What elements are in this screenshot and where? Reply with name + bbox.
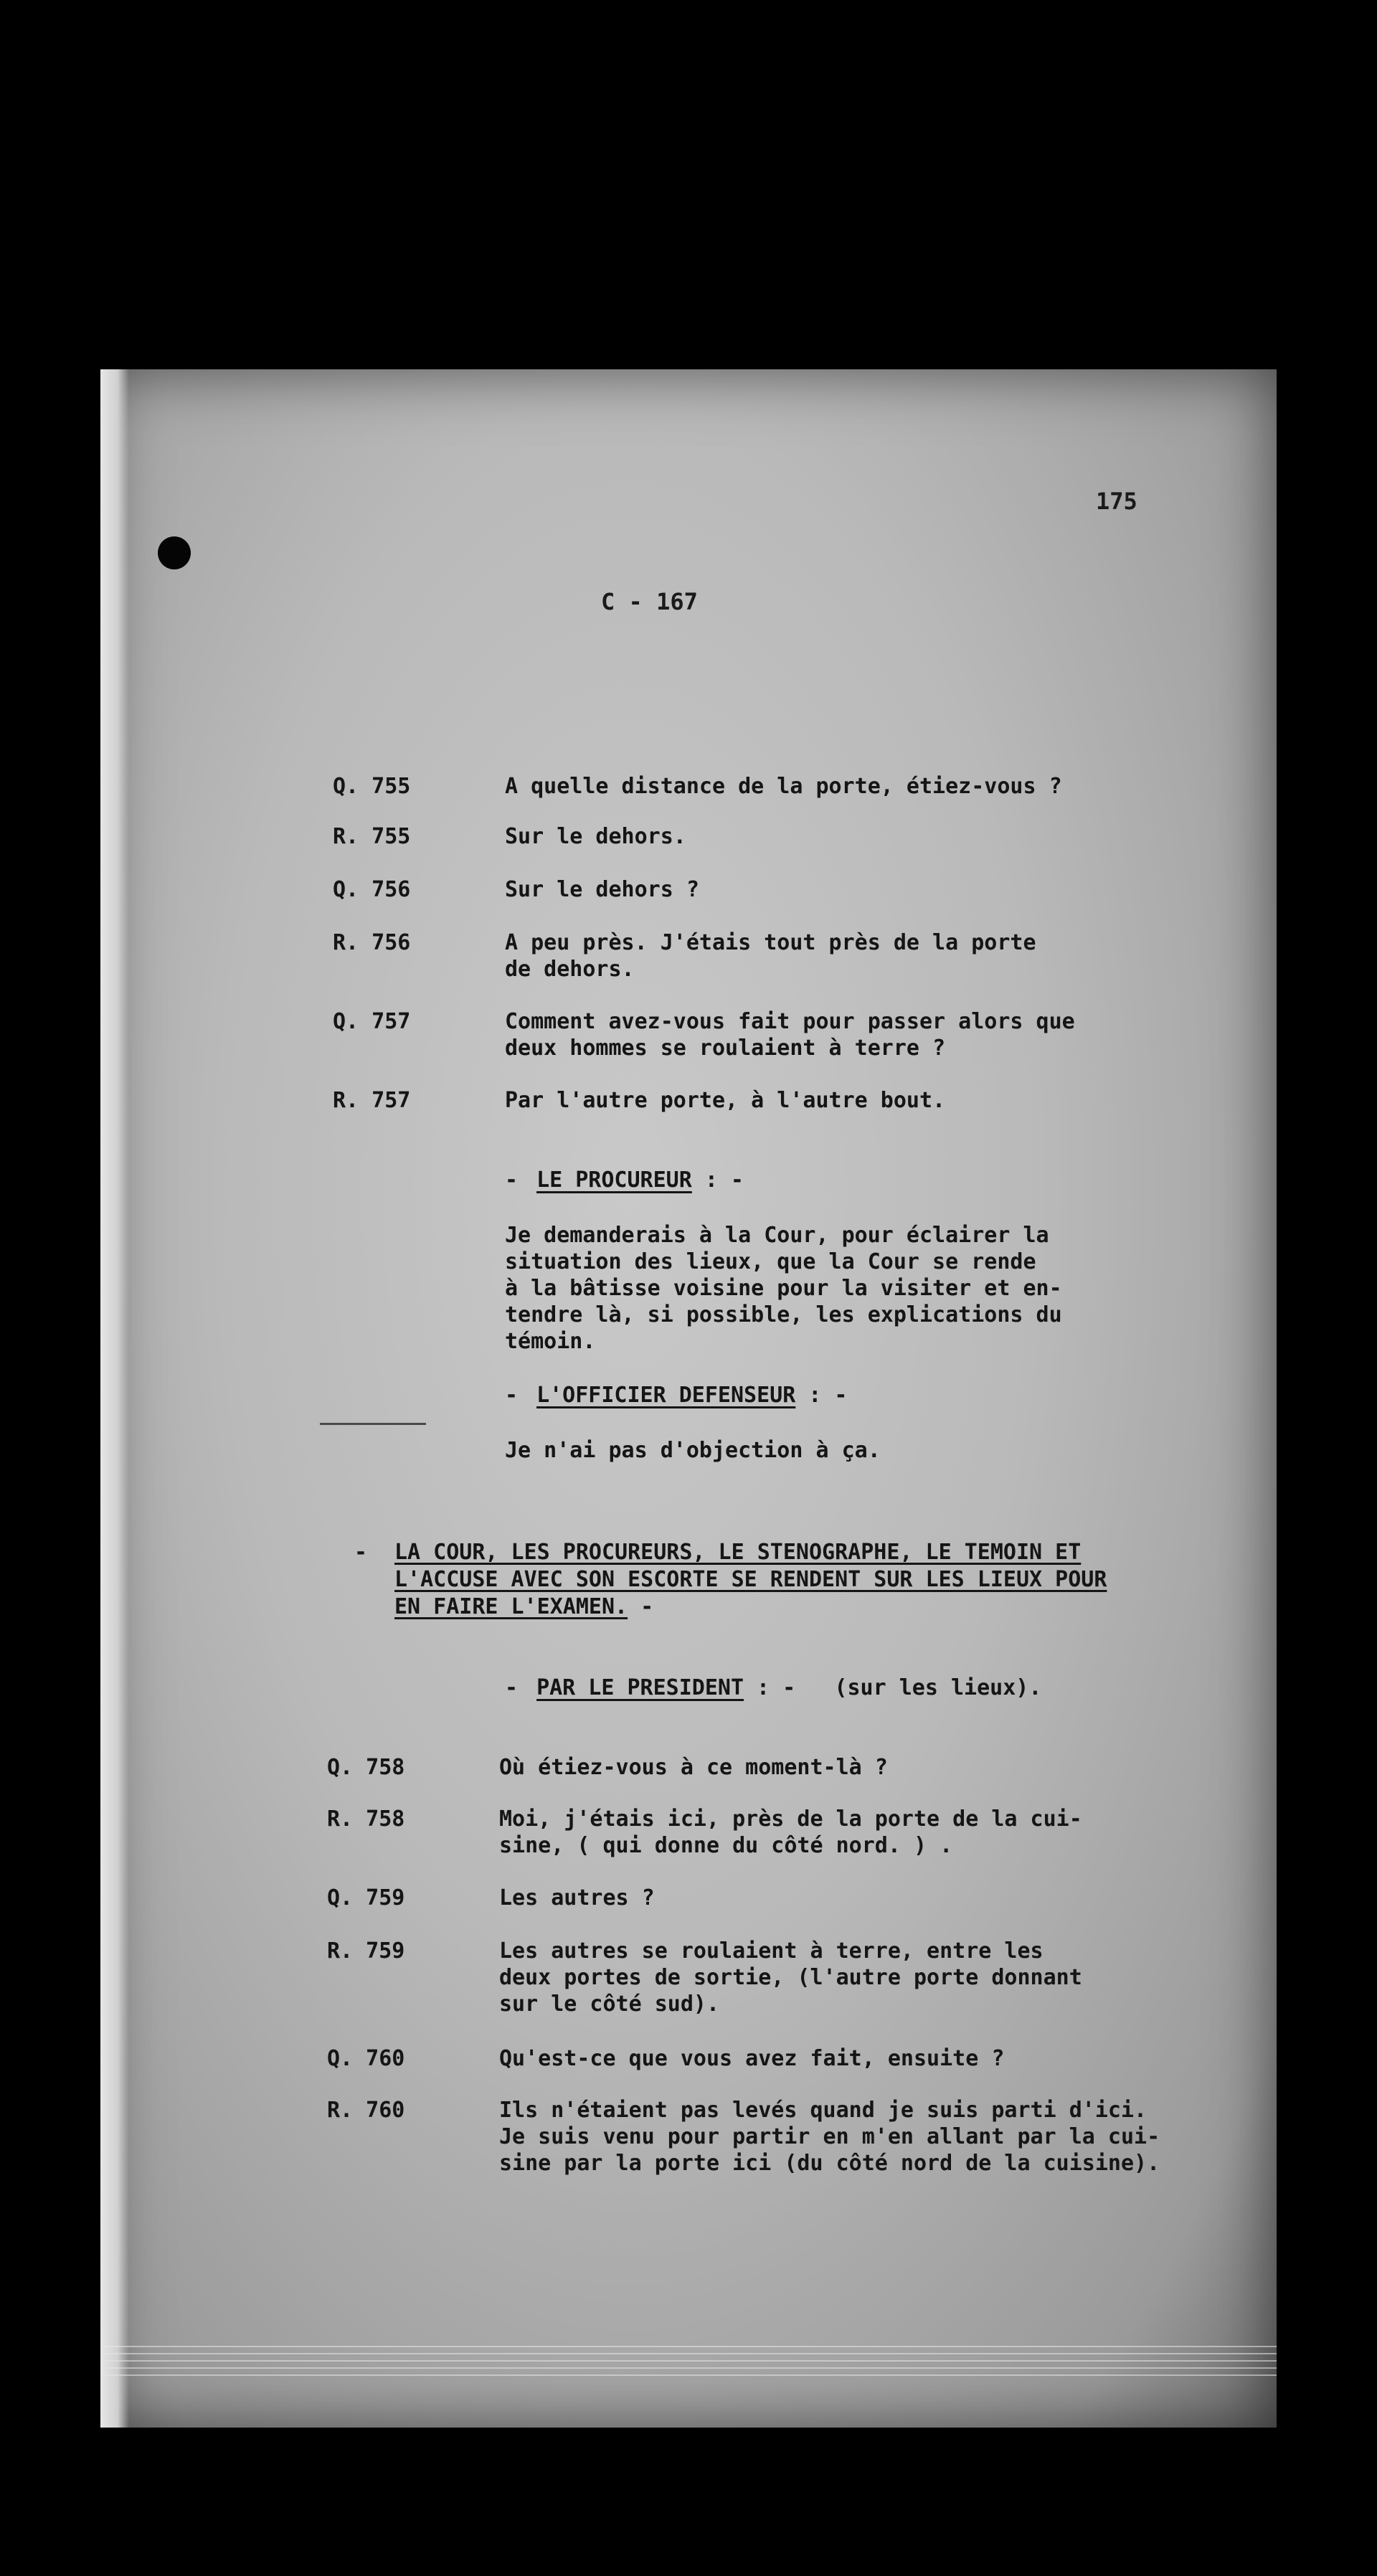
qa-number: R. 757 bbox=[333, 1088, 411, 1113]
speaker-procureur bbox=[505, 1168, 744, 1193]
qa-text: Où étiez-vous à ce moment-là ? bbox=[499, 1755, 888, 1780]
document-code: C - 167 bbox=[601, 588, 698, 615]
qa-text: A quelle distance de la porte, étiez-vous ? bbox=[505, 774, 1062, 799]
speaker-suffix: : - bbox=[808, 1383, 848, 1408]
qa-number: R. 756 bbox=[333, 930, 411, 955]
stage-direction-body bbox=[394, 1539, 1119, 1621]
stage-line: L'ACCUSE AVEC SON ESCORTE SE RENDENT SUR LES LIEUX POUR bbox=[394, 1567, 1107, 1592]
speaker-president bbox=[505, 1675, 1041, 1700]
officier-statement: Je n'ai pas d'objection à ça. bbox=[505, 1438, 881, 1463]
speaker-name: L'OFFICIER DEFENSEUR bbox=[536, 1383, 796, 1408]
qa-text: Comment avez-vous fait pour passer alors que deux hommes se roulaient à terre ? bbox=[505, 1009, 1075, 1061]
speaker-name: LE PROCUREUR bbox=[536, 1168, 692, 1193]
speaker-suffix: : - (sur les lieux). bbox=[757, 1675, 1042, 1700]
margin-mark bbox=[320, 1423, 426, 1425]
stage-tail: - bbox=[640, 1594, 654, 1619]
qa-text: Qu'est-ce que vous avez fait, ensuite ? bbox=[499, 2046, 1005, 2071]
qa-text: Ils n'étaient pas levés quand je suis parti d'ici. Je suis venu pour partir en m'en allant par la cui- sine par la porte ici (du côté nord de la cuisine). bbox=[499, 2098, 1160, 2176]
speaker-suffix: : - bbox=[704, 1168, 744, 1193]
paper-scan-lines bbox=[100, 2346, 1277, 2377]
stage-dash: - bbox=[354, 1540, 368, 1565]
qa-number: Q. 755 bbox=[333, 774, 411, 799]
stage-line-last bbox=[394, 1594, 653, 1619]
qa-text: Moi, j'étais ici, près de la porte de la cui- sine, ( qui donne du côté nord. ) . bbox=[499, 1806, 1082, 1858]
qa-number: Q. 758 bbox=[327, 1755, 405, 1780]
paper-edge bbox=[100, 369, 129, 2428]
qa-text: Les autres se roulaient à terre, entre les deux portes de sortie, (l'autre porte donnant sur le côté sud). bbox=[499, 1938, 1082, 2017]
qa-number: R. 758 bbox=[327, 1806, 405, 1832]
qa-number: Q. 757 bbox=[333, 1009, 411, 1034]
procureur-statement: Je demanderais à la Cour, pour éclairer la situation des lieux, que la Cour se rende à la bâtisse voisine pour la visiter et en- tendre là, si possible, les explications du témoin. bbox=[505, 1223, 1062, 1354]
speaker-dash: - bbox=[505, 1675, 519, 1700]
stage-line: EN FAIRE L'EXAMEN. bbox=[394, 1594, 628, 1619]
speaker-name: PAR LE PRESIDENT bbox=[536, 1675, 744, 1700]
speaker-dash: - bbox=[505, 1383, 519, 1408]
qa-text: Sur le dehors. bbox=[505, 824, 686, 849]
qa-number: R. 759 bbox=[327, 1938, 405, 1964]
page-number: 175 bbox=[1096, 488, 1137, 515]
qa-text: Par l'autre porte, à l'autre bout. bbox=[505, 1088, 946, 1113]
qa-number: R. 760 bbox=[327, 2098, 405, 2123]
qa-text: A peu près. J'étais tout près de la porte de dehors. bbox=[505, 930, 1036, 982]
qa-number: Q. 756 bbox=[333, 877, 411, 902]
qa-number: Q. 760 bbox=[327, 2046, 405, 2071]
punch-hole bbox=[158, 536, 191, 569]
qa-text: Les autres ? bbox=[499, 1885, 655, 1910]
speaker-dash: - bbox=[505, 1168, 519, 1193]
qa-number: R. 755 bbox=[333, 824, 411, 849]
stage-line: LA COUR, LES PROCUREURS, LE STENOGRAPHE, LE TEMOIN ET bbox=[394, 1540, 1082, 1565]
speaker-officier bbox=[505, 1383, 847, 1408]
qa-number: Q. 759 bbox=[327, 1885, 405, 1910]
qa-text: Sur le dehors ? bbox=[505, 877, 699, 902]
